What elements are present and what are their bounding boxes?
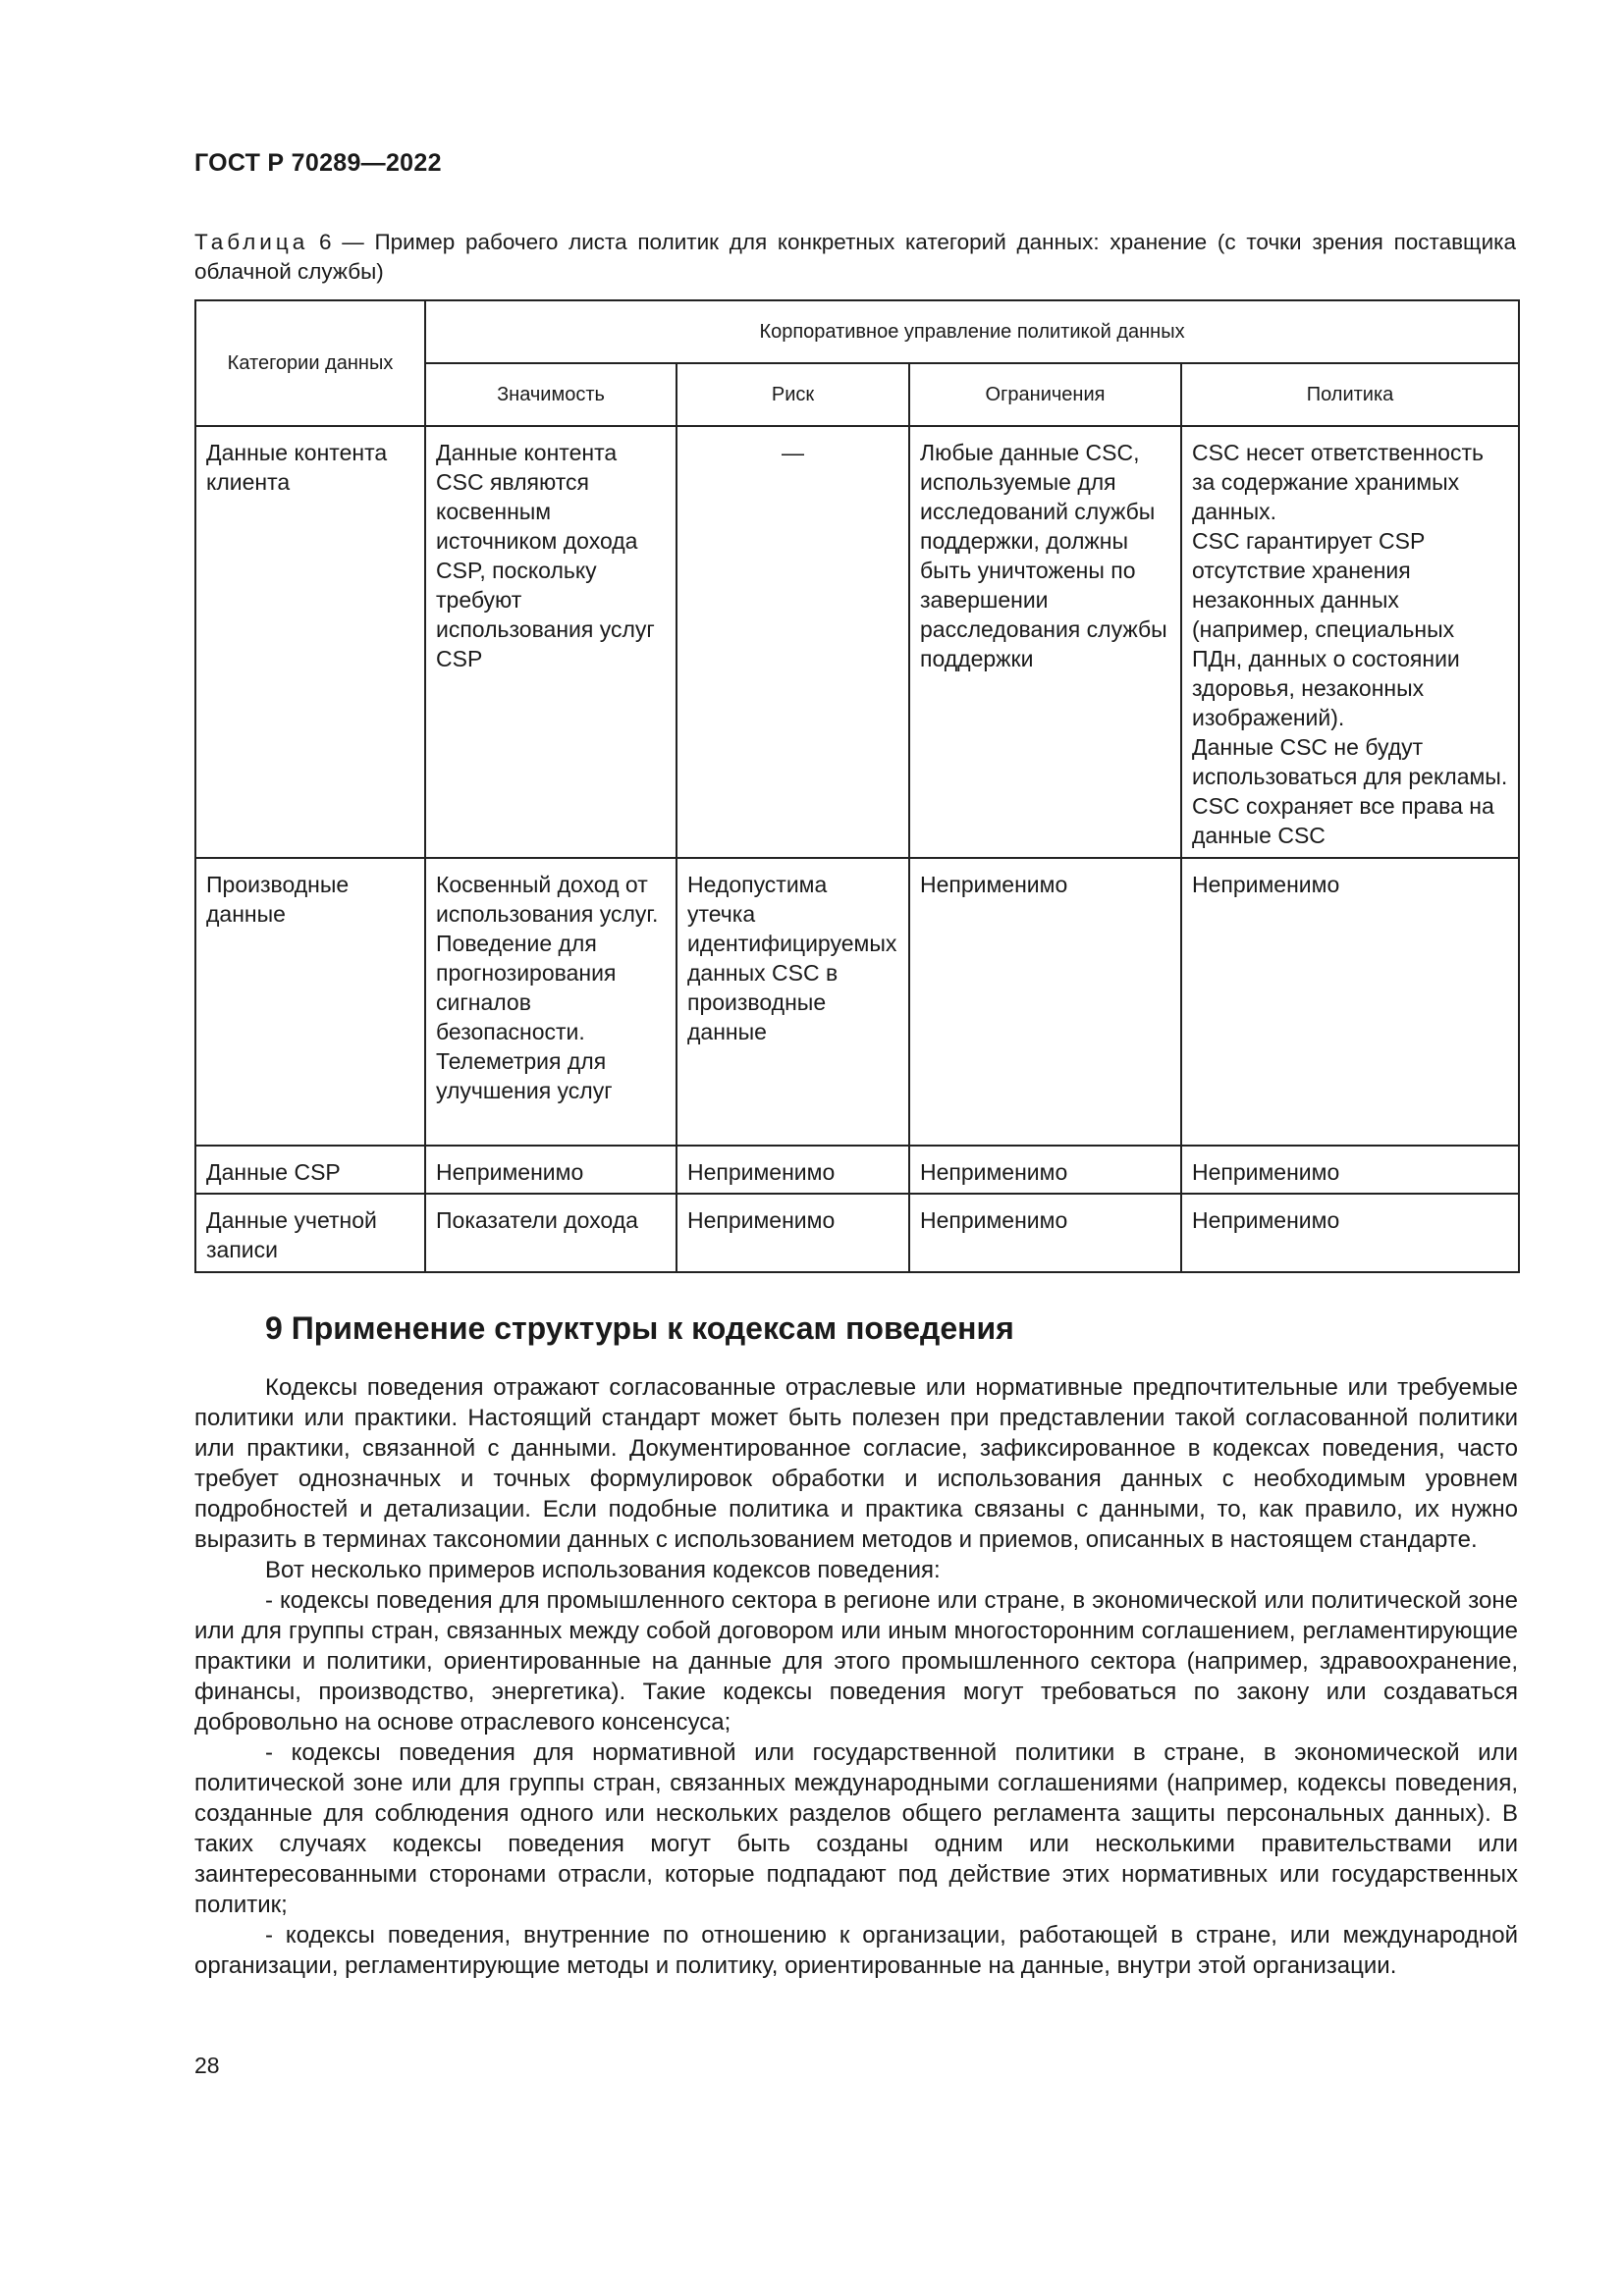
header-group: Корпоративное управление политикой данных (425, 300, 1519, 363)
section-body (194, 1372, 1518, 1981)
cell-policy: CSC несет ответственность за содержание хранимых данных. CSC гарантирует CSP отсутствие хранения незаконных данных (например, специальных ПДн, данных о состоянии здоровья, незаконных изображений). Данные CSC не будут использоваться для рекламы. CSC сохраняет все права на данные CSC (1181, 426, 1519, 858)
list-item: - кодексы поведения для нормативной или государственной политики в стране, в экономической или политической зоне или для группы стран, связанных международными соглашениями (например, кодексы поведения, созданные для соблюдения одного или нескольких разделов общего регламента защиты персональных данных). В таких случаях кодексы поведения могут быть созданы одним или несколькими правительствами или заинтересованными сторонами отрасли, которые подпадают под действие этих нормативных или государственных политик; (194, 1739, 1518, 1918)
cell-risk: Недопустима утечка идентифицируемых данных CSC в производные данные (677, 858, 909, 1146)
cell-policy: Неприменимо (1181, 1146, 1519, 1194)
cell-restrictions: Неприменимо (909, 858, 1181, 1146)
cell-significance: Показатели дохода (425, 1194, 677, 1272)
paragraph: Вот несколько примеров использования кодексов поведения: (265, 1557, 941, 1583)
header-significance: Значимость (425, 363, 677, 426)
list-item: - кодексы поведения, внутренние по отношению к организации, работающей в стране, или международной организации, регламентирующие методы и политику, ориентированные на данные, внутри этой организации. (194, 1922, 1518, 1979)
table-row (195, 858, 1519, 1146)
cell-significance: Неприменимо (425, 1146, 677, 1194)
document-code: ГОСТ Р 70289—2022 (194, 149, 442, 177)
section-title: 9 Применение структуры к кодексам поведения (265, 1310, 1014, 1346)
table-caption (194, 228, 1516, 287)
header-policy: Политика (1181, 363, 1519, 426)
cell-risk: — (677, 426, 909, 858)
cell-risk: Неприменимо (677, 1194, 909, 1272)
cell-restrictions: Неприменимо (909, 1146, 1181, 1194)
list-item: - кодексы поведения для промышленного сектора в регионе или стране, в экономической или политической зоне или для группы стран, связанных между собой договором или иным многосторонним соглашением, регламентирующие практики и политики, ориентированные на данные для этого промышленного сектора (например, здравоохранение, финансы, производство, энергетика). Такие кодексы поведения могут требоваться по закону или создаваться добровольно на основе отраслевого консенсуса; (194, 1587, 1518, 1735)
table-row (195, 1194, 1519, 1272)
table-caption-label: Таблица (194, 230, 309, 254)
cell-category: Данные контента клиента (195, 426, 425, 858)
cell-restrictions: Неприменимо (909, 1194, 1181, 1272)
policy-table (194, 299, 1520, 1273)
cell-risk: Неприменимо (677, 1146, 909, 1194)
header-categories: Категории данных (195, 300, 425, 426)
paragraph: Кодексы поведения отражают согласованные отраслевые или нормативные предпочтительные или требуемые политики или практики. Настоящий стандарт может быть полезен при представлении такой согласованной политики или практики, связанной с данными. Документированное согласие, зафиксированное в кодексах поведения, часто требует однозначных и точных формулировок обработки и использования данных с необходимым уровнем подробностей и детализации. Если подобные политика и практика связаны с данными, то, как правило, их нужно выразить в терминах таксономии данных с использованием методов и приемов, описанных в настоящем стандарте. (194, 1374, 1518, 1553)
table-row (195, 426, 1519, 858)
cell-policy: Неприменимо (1181, 1194, 1519, 1272)
header-risk: Риск (677, 363, 909, 426)
cell-category: Производные данные (195, 858, 425, 1146)
cell-restrictions: Любые данные CSC, используемые для исследований службы поддержки, должны быть уничтожены по завершении расследования службы поддержки (909, 426, 1181, 858)
cell-policy: Неприменимо (1181, 858, 1519, 1146)
header-restrictions: Ограничения (909, 363, 1181, 426)
page-number: 28 (194, 2053, 220, 2078)
table-row (195, 1146, 1519, 1194)
table-caption-text: 6 — Пример рабочего листа политик для конкретных категорий данных: хранение (с точки зрения поставщика облачной службы) (194, 230, 1516, 284)
cell-category: Данные учетной записи (195, 1194, 425, 1272)
cell-significance: Косвенный доход от использования услуг. Поведение для прогнозирования сигналов безопасности. Телеметрия для улучшения услуг (425, 858, 677, 1146)
cell-category: Данные CSP (195, 1146, 425, 1194)
cell-significance: Данные контента CSC являются косвенным источником дохода CSP, поскольку требуют использования услуг CSP (425, 426, 677, 858)
